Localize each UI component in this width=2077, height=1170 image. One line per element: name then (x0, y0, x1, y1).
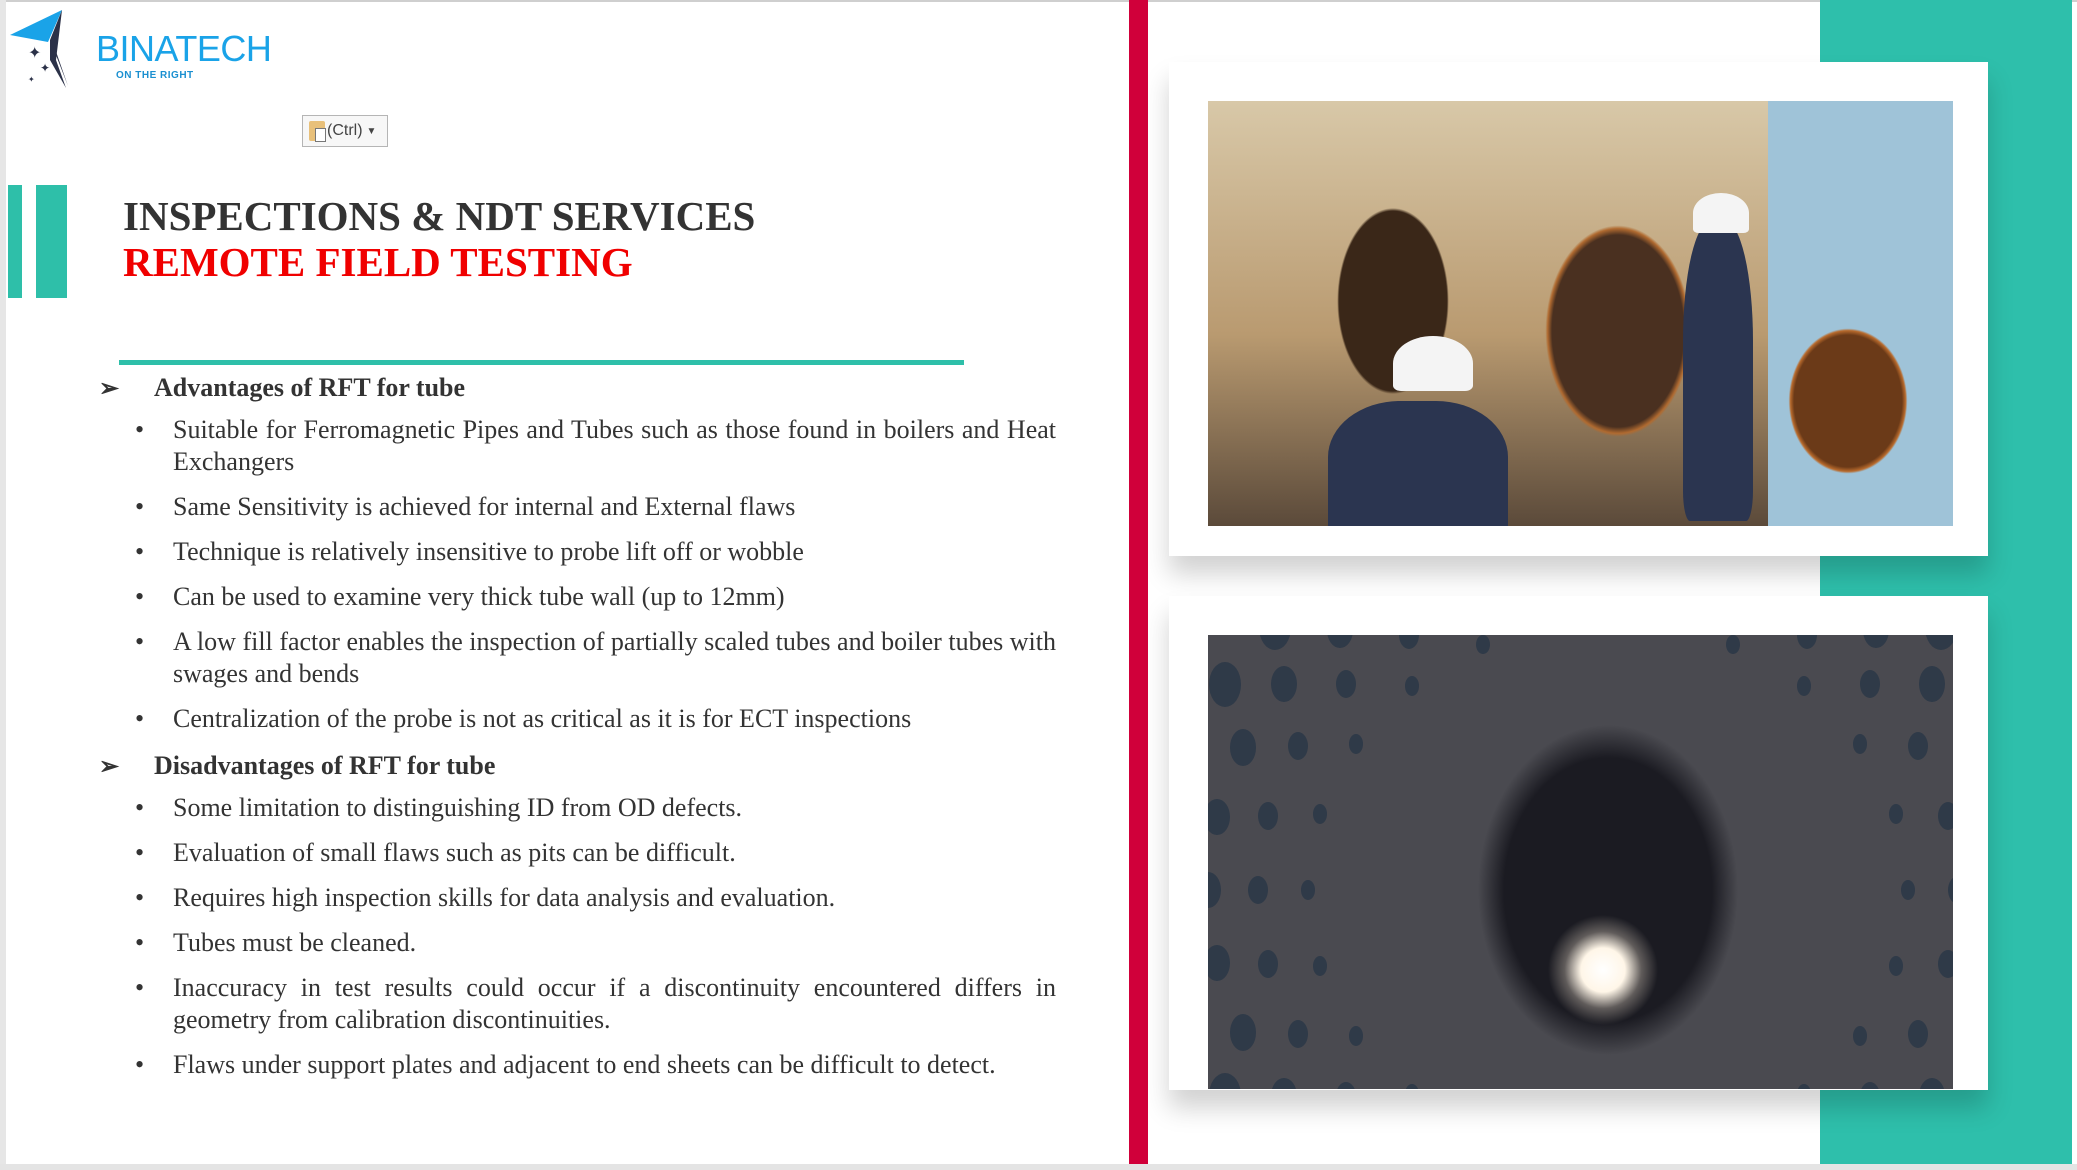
perforation-hole (1209, 662, 1241, 707)
perforation-hole (1208, 945, 1230, 981)
perforation-hole (1248, 876, 1268, 904)
slide-body (99, 364, 1056, 1094)
list-item-text: A low fill factor enables the inspection of partially scaled tubes and boiler tubes with swages and bends (173, 627, 1056, 688)
perforation-hole (1349, 1026, 1363, 1046)
perforation-hole (1925, 635, 1953, 650)
list-item (99, 581, 1056, 613)
arrow-bullet-icon: ➢ (99, 375, 120, 402)
bullet-icon: • (135, 973, 145, 1002)
perforation-hole (1908, 1020, 1928, 1048)
advantages-list (99, 414, 1056, 735)
list-item-text: Can be used to examine very thick tube wall (up to 12mm) (173, 582, 785, 611)
list-item (99, 882, 1056, 914)
arrow-bullet-icon: ➢ (99, 753, 120, 780)
clipboard-icon (309, 121, 325, 141)
list-item (99, 972, 1056, 1036)
perforation-hole (1919, 666, 1945, 702)
perforation-hole (1797, 1084, 1811, 1089)
perforation-hole (1259, 635, 1291, 650)
paste-options-button[interactable] (302, 115, 388, 147)
perforation-hole (1853, 734, 1867, 754)
perforation-hole (1476, 635, 1490, 654)
bullet-icon: • (135, 582, 145, 611)
perforation-hole (1889, 804, 1903, 824)
perforation-hole (1258, 950, 1278, 978)
bullet-icon: • (135, 793, 145, 822)
perforation-hole (1288, 1020, 1308, 1048)
perforation-hole (1209, 1073, 1241, 1089)
perforation-hole (1230, 729, 1256, 765)
perforation-hole (1336, 670, 1356, 698)
list-item-text: Some limitation to distinguishing ID from OD defects. (173, 793, 743, 822)
list-item-text: Requires high inspection skills for data analysis and evaluation. (173, 883, 836, 912)
list-item-text: Technique is relatively insensitive to probe lift off or wobble (173, 537, 804, 566)
perforation-hole (1313, 956, 1327, 976)
section-heading-text: Advantages of RFT for tube (154, 373, 466, 402)
bullet-icon: • (135, 883, 145, 912)
perforation-hole (1726, 635, 1740, 654)
slide-subtitle: REMOTE FIELD TESTING (123, 239, 633, 285)
list-item-text: Inaccuracy in test results could occur if a discontinuity encountered differs in geometry from calibration discontinuities. (173, 973, 1056, 1034)
photo-card-inspection (1169, 62, 1988, 556)
svg-text:✦: ✦ (40, 61, 51, 75)
perforation-hole (1208, 872, 1221, 908)
perforation-hole (1313, 804, 1327, 824)
perforation-hole (1258, 802, 1278, 830)
svg-text:✦: ✦ (28, 45, 42, 62)
bullet-icon: • (135, 838, 145, 867)
perforation-hole (1208, 799, 1230, 835)
list-item (99, 414, 1056, 478)
paste-options-label: (Ctrl) (327, 122, 363, 139)
perforation-hole (1948, 876, 1953, 904)
perforation-hole (1938, 950, 1953, 978)
window-left-border (0, 0, 6, 1170)
list-item-text: Suitable for Ferromagnetic Pipes and Tubes such as those found in boilers and Heat Exchangers (173, 415, 1056, 476)
perforation-hole (1797, 635, 1817, 649)
photo-tube-interior (1208, 635, 1953, 1089)
list-item (99, 1049, 1056, 1081)
disadvantages-list (99, 792, 1056, 1081)
perforation-hole (1889, 956, 1903, 976)
perforation-hole (1405, 1084, 1419, 1089)
bullet-icon: • (135, 1050, 145, 1079)
list-item-text: Centralization of the probe is not as critical as it is for ECT inspections (173, 704, 912, 733)
bullet-icon: • (135, 537, 145, 566)
perforation-hole (1399, 635, 1419, 649)
section-heading-advantages (99, 370, 1056, 406)
binatech-logo: ✦ ✦ ✦ BINATECH ON THE RIGHT (10, 10, 270, 90)
perforation-hole (1863, 635, 1889, 648)
list-item (99, 927, 1056, 959)
perforation-hole (1860, 1082, 1880, 1089)
perforation-hole (1938, 802, 1953, 830)
perforation-hole (1908, 732, 1928, 760)
perforation-hole (1288, 732, 1308, 760)
bullet-icon: • (135, 928, 145, 957)
list-item (99, 536, 1056, 568)
perforation-hole (1271, 666, 1297, 702)
perforation-hole (1301, 880, 1315, 900)
perforation-hole (1797, 676, 1811, 696)
chevron-down-icon: ▼ (366, 125, 377, 137)
plane-logo-icon (10, 10, 90, 90)
bullet-icon: • (135, 627, 145, 656)
window-top-border (0, 0, 2077, 2)
list-item (99, 491, 1056, 523)
perforation-hole (1336, 1082, 1356, 1089)
bullet-icon: • (135, 415, 145, 444)
perforation-hole (1853, 1026, 1867, 1046)
list-item-text: Evaluation of small flaws such as pits can be difficult. (173, 838, 736, 867)
perforation-hole (1901, 880, 1915, 900)
list-item (99, 703, 1056, 735)
window-bottom-border (0, 1164, 2077, 1170)
accent-bar (36, 185, 67, 298)
svg-text:✦: ✦ (28, 75, 35, 84)
bullet-icon: • (135, 704, 145, 733)
perforation-hole (1349, 734, 1363, 754)
perforation-hole (1860, 670, 1880, 698)
photo-card-tube-interior (1169, 596, 1988, 1090)
perforation-hole (1405, 676, 1419, 696)
section-heading-text: Disadvantages of RFT for tube (154, 751, 496, 780)
red-divider-bar (1129, 0, 1148, 1164)
bullet-icon: • (135, 492, 145, 521)
accent-bar (8, 185, 22, 298)
slide-title: INSPECTIONS & NDT SERVICES (123, 193, 756, 239)
section-heading-disadvantages (99, 748, 1056, 784)
list-item (99, 837, 1056, 869)
perforation-hole (1327, 635, 1353, 648)
perforation-hole (1271, 1078, 1297, 1089)
photo-heat-exchanger-inspection (1208, 101, 1953, 526)
list-item-text: Same Sensitivity is achieved for internal and External flaws (173, 492, 796, 521)
list-item-text: Tubes must be cleaned. (173, 928, 417, 957)
perforation-hole (1919, 1078, 1945, 1089)
perforation-hole (1230, 1014, 1256, 1050)
list-item-text: Flaws under support plates and adjacent to end sheets can be difficult to detect. (173, 1050, 996, 1079)
list-item (99, 792, 1056, 824)
list-item (99, 626, 1056, 690)
